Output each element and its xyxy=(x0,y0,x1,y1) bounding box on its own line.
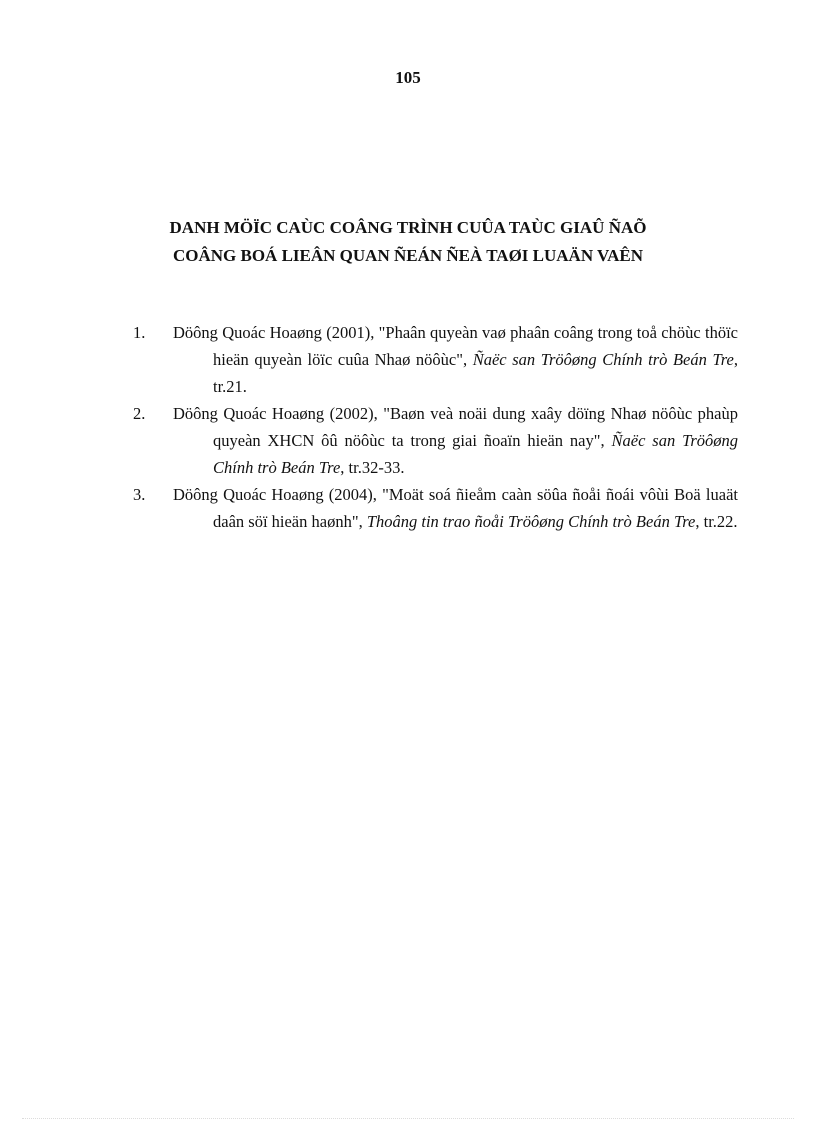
reference-source: Thoâng tin trao ñoåi Tröôøng Chính trò Beán Tre xyxy=(366,512,696,531)
page-number: 105 xyxy=(395,68,421,87)
reference-source: Ñaëc san Tröôøng Chính trò Beán Tre xyxy=(472,350,734,369)
title-line-1: DANH MÖÏC CAÙC COÂNG TRÌNH CUÛA TAÙC GIAÛ ÑAÕ xyxy=(169,218,647,237)
reference-text xyxy=(173,481,738,535)
page-title xyxy=(120,214,696,270)
reference-number: 3. xyxy=(133,485,146,504)
reference-source: Ñaëc san Tröôøng Chính trò Beán Tre xyxy=(213,431,739,477)
reference-main-text: Döông Quoác Hoaøng (2002), "Baøn veà noäi dung xaây döïng Nhaø nöôùc phaùp quyeàn XHCN ôû nöôùc ta trong giai ñoaïn hieän nay", xyxy=(173,404,738,450)
reference-text xyxy=(173,319,738,400)
reference-item xyxy=(133,400,738,481)
reference-text xyxy=(173,400,739,481)
reference-suffix: , tr.21. xyxy=(213,350,738,396)
reference-suffix: , tr.22. xyxy=(695,512,738,531)
reference-suffix: , tr.32-33. xyxy=(340,458,405,477)
title-line-2: COÂNG BOÁ LIEÂN QUAN ÑEÁN ÑEÀ TAØI LUAÄN VAÊN xyxy=(172,246,644,265)
reference-item xyxy=(133,481,738,535)
reference-main-text: Döông Quoác Hoaøng (2004), "Moät soá ñieåm caàn söûa ñoåi ñoái vôùi Boä luaät daân söï hieän haønh", xyxy=(173,485,738,531)
reference-number: 2. xyxy=(133,404,146,423)
reference-number: 1. xyxy=(133,323,146,342)
reference-main-text: Döông Quoác Hoaøng (2001), "Phaân quyeàn vaø phaân coâng trong toå chöùc thöïc hieän quyeàn löïc cuûa Nhaø nöôùc", xyxy=(173,323,738,369)
page-bottom-divider xyxy=(22,1118,794,1119)
reference-item xyxy=(133,319,738,400)
reference-list xyxy=(133,319,738,535)
